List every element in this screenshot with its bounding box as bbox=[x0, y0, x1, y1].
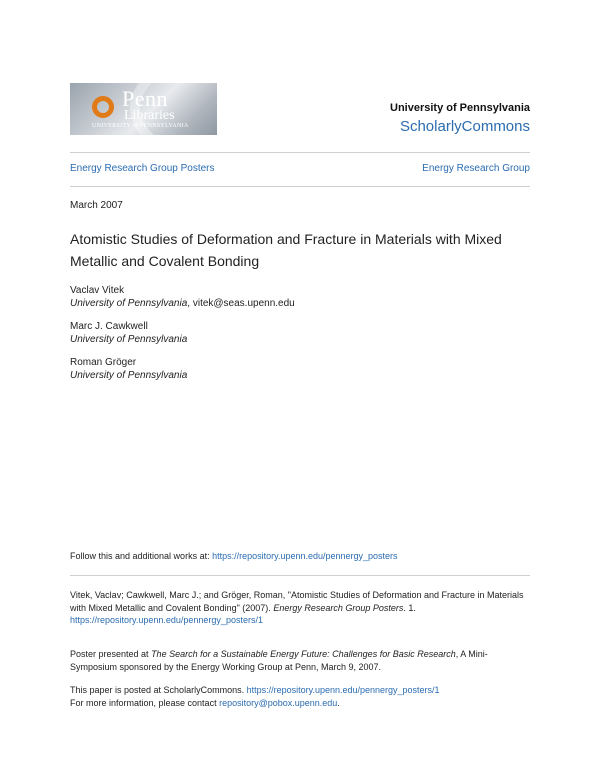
logo-university-text: UNIVERSITY of PENNSYLVANIA bbox=[92, 123, 189, 129]
citation-number: . 1. bbox=[403, 602, 416, 613]
paper-title: Atomistic Studies of Deformation and Fracture in Materials with Mixed Metallic and Covalent Bonding bbox=[70, 231, 502, 269]
divider bbox=[70, 186, 530, 187]
posted-link[interactable]: https://repository.upenn.edu/pennergy_posters/1 bbox=[246, 685, 440, 695]
institution-block bbox=[390, 102, 530, 135]
presentation-note bbox=[70, 648, 530, 673]
citation-text: Vitek, Vaclav; Cawkwell, Marc J.; and Gröger, Roman, "Atomistic Studies of Deformation and Fracture in Materials with Mixed Metallic and Covalent Bonding" (2007). bbox=[70, 590, 524, 613]
follow-text: Follow this and additional works at: bbox=[70, 551, 213, 561]
citation-block bbox=[70, 589, 530, 627]
contact-text: For more information, please contact bbox=[70, 697, 220, 708]
group-link[interactable]: Energy Research Group bbox=[422, 163, 530, 174]
citation-series: Energy Research Group Posters bbox=[273, 602, 404, 613]
logo-libraries-text: Libraries bbox=[124, 108, 175, 123]
contact-end: . bbox=[337, 697, 340, 708]
series-link[interactable]: Energy Research Group Posters bbox=[70, 163, 215, 174]
follow-line bbox=[70, 550, 530, 563]
scholarlycommons-link[interactable]: ScholarlyCommons bbox=[399, 118, 530, 135]
citation-link[interactable]: https://repository.upenn.edu/pennergy_posters/1 bbox=[70, 615, 263, 625]
presented-event: The Search for a Sustainable Energy Future: Challenges for Basic Research bbox=[151, 649, 456, 659]
author-name: Roman Gröger bbox=[70, 357, 137, 368]
footer-block bbox=[70, 684, 530, 709]
author-affiliation: University of Pennsylvania bbox=[70, 298, 188, 309]
author-name: Marc J. Cawkwell bbox=[70, 321, 148, 332]
presented-post: , A Mini-Symposium sponsored by the Energy Working Group at Penn, March 9, 2007. bbox=[70, 649, 488, 672]
presented-pre: Poster presented at bbox=[70, 649, 152, 659]
follow-link[interactable]: https://repository.upenn.edu/pennergy_posters bbox=[212, 551, 398, 561]
author-name: Vaclav Vitek bbox=[70, 285, 125, 296]
divider bbox=[70, 575, 530, 576]
author-email: vitek@seas.upenn.edu bbox=[192, 298, 295, 309]
contact-email-link[interactable]: repository@pobox.upenn.edu bbox=[219, 697, 338, 708]
divider bbox=[70, 152, 530, 153]
penn-libraries-logo[interactable] bbox=[70, 83, 217, 135]
logo-penn-text: Penn bbox=[122, 86, 168, 111]
author-entry bbox=[70, 320, 187, 346]
author-affiliation: University of Pennsylvania bbox=[70, 334, 188, 345]
author-entry bbox=[70, 356, 187, 382]
posted-text: This paper is posted at ScholarlyCommons. bbox=[70, 685, 247, 695]
author-affiliation: University of Pennsylvania bbox=[70, 370, 188, 381]
publication-date: March 2007 bbox=[70, 200, 123, 211]
university-name: University of Pennsylvania bbox=[390, 102, 530, 114]
logo-emblem-icon bbox=[92, 96, 114, 118]
author-entry: Vaclav Vitek University of Pennsylvania, vitek@seas.upenn.edu bbox=[70, 285, 295, 309]
